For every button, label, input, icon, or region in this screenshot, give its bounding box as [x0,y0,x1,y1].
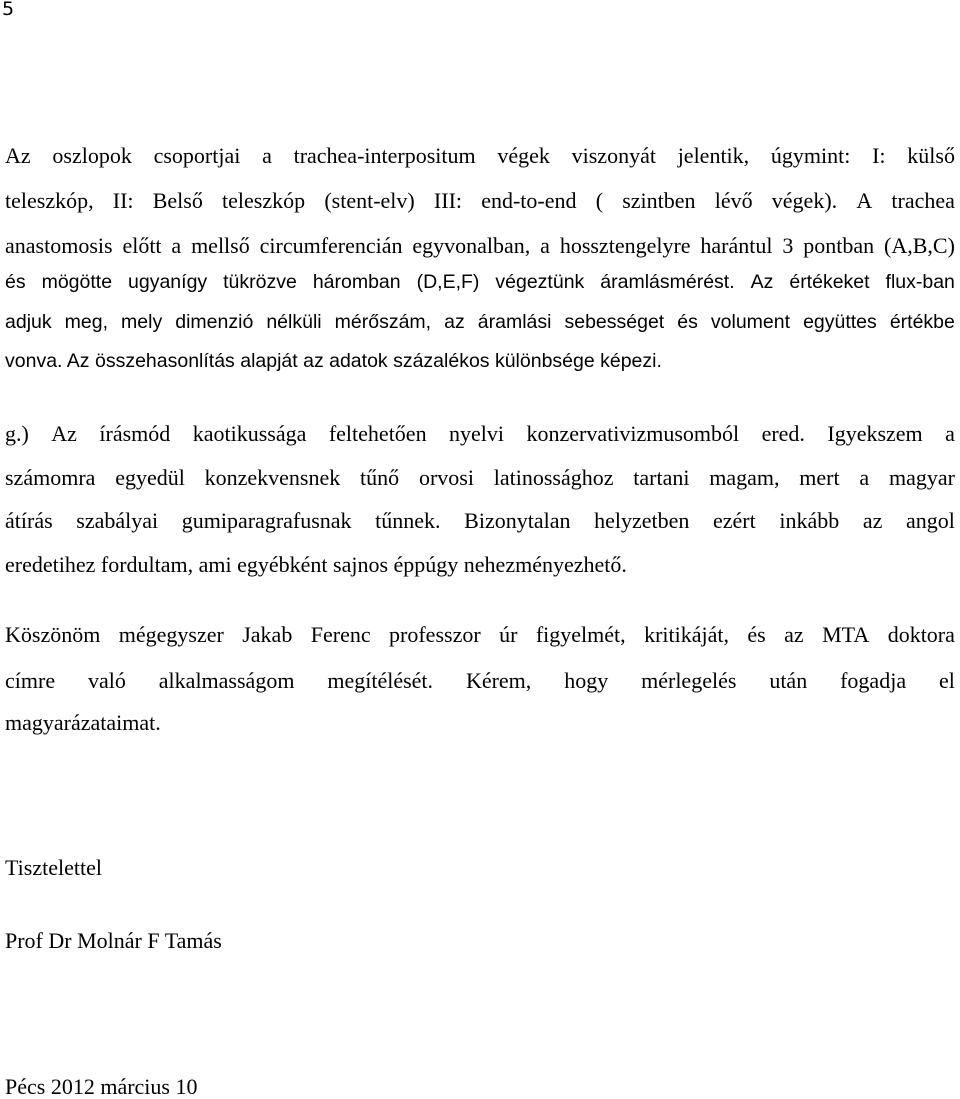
word: Ferenc [310,622,371,647]
word: volument [710,311,791,333]
word: latinossághoz [493,465,614,490]
word: egyvonalban, [412,233,531,258]
word: ( [595,188,604,213]
word: Belső [152,188,203,213]
paragraph-line: eredetihez fordultam, ami egyébként sajnos éppúgy nehezményezhető. [5,552,627,577]
word: külső [907,143,955,168]
word: Az [5,143,31,168]
place-and-date: Pécs 2012 március 10 [5,1074,198,1099]
word: előtt [122,233,162,258]
word: A [856,188,873,213]
word: (stent-elv) [324,188,415,213]
word: sebességet [564,311,665,333]
paragraph-line [5,423,955,445]
word: az [444,311,465,333]
word: jelentik, [677,143,750,168]
word: g.) [5,421,29,446]
word: doktora [887,622,955,647]
word: fogadja [840,668,907,693]
word: trachea-interpositum [293,143,476,168]
closing-salutation: Tisztelettel [5,855,102,880]
word: figyelmét, [535,622,626,647]
paragraph-line [5,624,955,646]
word: csoportjai [153,143,241,168]
paragraph-line [5,273,955,293]
word: áramlási [477,311,552,333]
word: a [171,233,182,258]
word: hogy [564,668,609,693]
word: értékbe [889,311,955,333]
word: értékeket [789,271,870,293]
word: tartani [633,465,690,490]
word: ezért [713,508,756,533]
word: végek [497,143,550,168]
word: a [945,421,955,446]
word: együttes [803,311,877,333]
word: teleszkóp [222,188,306,213]
word: mégegyszer [118,622,224,647]
word: mérlegelés [641,668,737,693]
signature-name: Prof Dr Molnár F Tamás [5,928,222,953]
word: II: [112,188,134,213]
word: (A,B,C) [884,233,955,258]
word: inkább [779,508,840,533]
paragraph-line [5,670,955,692]
word: meg, [64,311,109,333]
word: MTA [822,622,870,647]
word: 3 [782,233,794,258]
word: az [862,508,883,533]
word: professzor [389,622,481,647]
paragraph-line [5,467,955,489]
word: magam, [709,465,780,490]
word: mérőszám, [334,311,432,333]
word: Kérem, [465,668,532,693]
word: trachea [891,188,955,213]
word: angol [905,508,955,533]
word: tükrözve [223,271,297,293]
word: úgymint: [770,143,851,168]
word: ugyanígy [128,271,208,293]
word: gumiparagrafusnak [181,508,352,533]
paragraph-line: vonva. Az összehasonlítás alapját az adatok százalékos különbsége képezi. [5,350,662,372]
word: (D,E,F) [416,271,480,293]
word: dimenzió [175,311,254,333]
word: magyar [888,465,955,490]
word: kritikáját, [644,622,729,647]
word: tűnnek. [375,508,441,533]
word: teleszkóp, [5,188,94,213]
word: flux-ban [885,271,955,293]
word: Köszönöm [5,622,101,647]
word: végeztünk [495,271,585,293]
word: és [747,622,766,647]
word: Igyekszem [827,421,923,446]
word: háromban [312,271,401,293]
word: lévő [714,188,753,213]
word: alkalmasságom [158,668,295,693]
word: után [769,668,808,693]
word: számomra [5,465,96,490]
word: a [859,465,870,490]
word: Az [750,271,774,293]
word: Az [51,421,77,446]
word: egyedül [115,465,185,490]
word: konzervativizmusomból [526,421,740,446]
word: és [677,311,698,333]
word: anastomosis [5,233,113,258]
word: III: [433,188,463,213]
word: való [88,668,126,693]
word: nélküli [266,311,322,333]
word: oszlopok [52,143,132,168]
paragraph-line [5,145,955,167]
paragraph-line: magyarázataimat. [5,710,161,735]
word: helyzetben [594,508,690,533]
word: hossztengelyre [559,233,691,258]
word: tűnő [360,465,400,490]
paragraph-line [5,313,955,333]
word: az [784,622,804,647]
word: adjuk [5,311,52,333]
word: Jakab [242,622,293,647]
word: szabályai [76,508,159,533]
word: mert [799,465,840,490]
word: el [938,668,955,693]
word: címre [5,668,56,693]
word: áramlásmérést. [600,271,735,293]
word: és [5,271,26,293]
word: orvosi [418,465,474,490]
paragraph-line [5,190,955,212]
word: konzekvensnek [204,465,341,490]
word: viszonyát [571,143,656,168]
word: pontban [803,233,875,258]
word: harántul [700,233,773,258]
word: szintben [622,188,696,213]
word: I: [872,143,886,168]
word: mellső [191,233,250,258]
word: Bizonytalan [464,508,571,533]
word: ered. [761,421,805,446]
word: circumferencián [259,233,403,258]
word: feltehetően [328,421,427,446]
word: megítélését. [327,668,434,693]
word: a [262,143,272,168]
word: úr [499,622,518,647]
paragraph-line [5,510,955,532]
word: végek). [771,188,838,213]
word: írásmód [99,421,171,446]
word: átírás [5,508,53,533]
word: mely [121,311,163,333]
word: end-to-end [481,188,577,213]
page-number: 5 [2,0,15,20]
word: a [540,233,550,258]
paragraph-line [5,235,955,257]
word: mögötte [41,271,113,293]
word: kaotikussága [192,421,307,446]
word: nyelvi [449,421,505,446]
